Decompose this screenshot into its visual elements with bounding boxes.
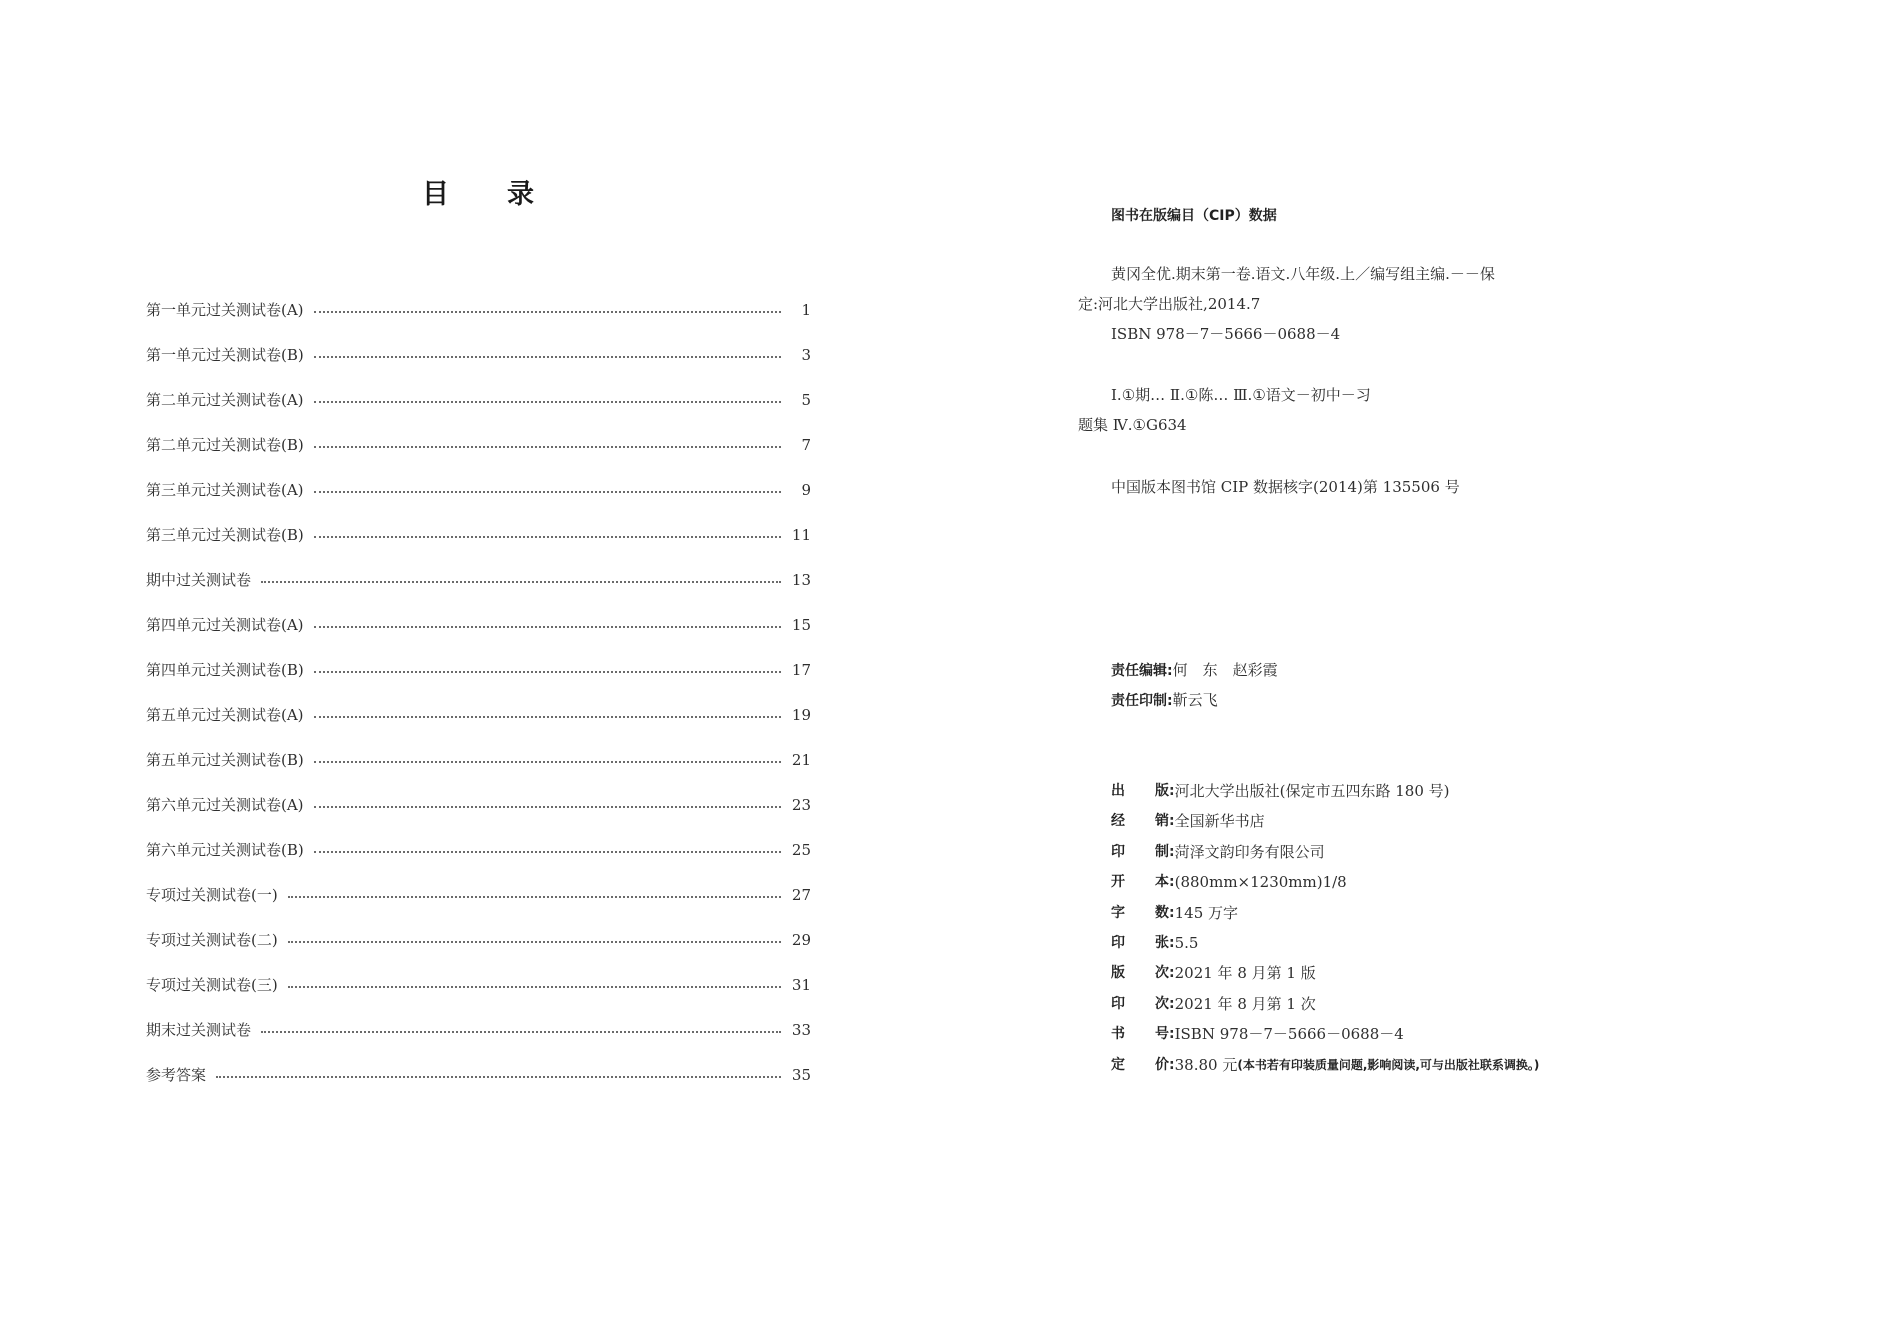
editor-value: 何 东 赵彩霞 xyxy=(1172,661,1278,679)
toc-entry[interactable] xyxy=(146,602,811,647)
cip-title: 图书在版编目（CIP）数据 xyxy=(1111,208,1277,224)
toc-entry-label: 第二单元过关测试卷(B) xyxy=(146,436,304,454)
dot-leader xyxy=(314,445,781,448)
toc-entry[interactable] xyxy=(146,287,811,332)
dot-leader xyxy=(314,850,781,853)
toc-entry[interactable] xyxy=(146,782,811,827)
toc-list xyxy=(146,287,811,1097)
toc-entry-label: 第五单元过关测试卷(B) xyxy=(146,751,304,769)
toc-entry[interactable] xyxy=(146,422,811,467)
pub-value: 2021 年 8 月第 1 版 xyxy=(1174,964,1316,983)
dot-leader xyxy=(314,490,781,493)
pub-row-impression: 印 次 : 2021 年 8 月第 1 次 xyxy=(1111,989,1539,1019)
toc-entry-page: 23 xyxy=(791,795,811,814)
pub-value: (880mm×1230mm)1/8 xyxy=(1174,873,1347,892)
toc-title: 目录 xyxy=(422,179,592,210)
toc-entry[interactable] xyxy=(146,377,811,422)
pub-value: 145 万字 xyxy=(1174,903,1239,922)
toc-entry-page: 9 xyxy=(801,480,811,499)
toc-entry-label: 第五单元过关测试卷(A) xyxy=(146,706,304,724)
toc-entry-page: 1 xyxy=(801,300,811,319)
cip-record xyxy=(1078,259,1638,349)
toc-entry-page: 3 xyxy=(801,345,811,364)
toc-entry[interactable] xyxy=(146,962,811,1007)
toc-entry-page: 21 xyxy=(791,750,811,769)
cip-main-line: 定:河北大学出版社,2014.7 xyxy=(1078,295,1261,313)
toc-entry[interactable] xyxy=(146,827,811,872)
dot-leader xyxy=(314,355,781,358)
staff-credits xyxy=(1111,655,1278,715)
dot-leader xyxy=(314,625,781,628)
responsible-printing xyxy=(1111,685,1278,715)
responsible-editor xyxy=(1111,655,1278,685)
pub-row-price: 定 价 : 38.80 元 (本书若有印装质量问题,影响阅读,可与出版社联系调换。) xyxy=(1111,1050,1539,1080)
dot-leader xyxy=(314,400,781,403)
toc-entry[interactable] xyxy=(146,467,811,512)
toc-entry-page: 35 xyxy=(791,1065,811,1084)
pub-row-distributor: 经 销 : 全国新华书店 xyxy=(1111,806,1539,836)
cip-classification xyxy=(1078,380,1638,440)
dot-leader xyxy=(288,985,781,988)
pub-value: 菏泽文韵印务有限公司 xyxy=(1174,842,1325,861)
toc-entry-page: 5 xyxy=(801,390,811,409)
toc-entry-label: 期中过关测试卷 xyxy=(146,571,252,589)
toc-entry-label: 第一单元过关测试卷(B) xyxy=(146,346,304,364)
dot-leader xyxy=(261,1030,781,1033)
toc-entry-label: 第六单元过关测试卷(A) xyxy=(146,796,304,814)
pub-value: 5.5 xyxy=(1174,933,1199,952)
toc-entry-label: 第六单元过关测试卷(B) xyxy=(146,841,304,859)
print-value: 靳云飞 xyxy=(1172,691,1218,709)
toc-entry-page: 33 xyxy=(791,1020,811,1039)
cip-isbn: ISBN 978－7－5666－0688－4 xyxy=(1111,325,1341,343)
pub-row-publisher: 出 版 : 河北大学出版社(保定市五四东路 180 号) xyxy=(1111,776,1539,806)
pub-row-wordcount: 字 数 : 145 万字 xyxy=(1111,898,1539,928)
dot-leader xyxy=(261,580,781,583)
pub-row-format: 开 本 : (880mm×1230mm)1/8 xyxy=(1111,867,1539,897)
toc-entry[interactable] xyxy=(146,647,811,692)
pub-value: ISBN 978－7－5666－0688－4 xyxy=(1174,1025,1404,1044)
colophon-page xyxy=(939,0,1878,1326)
cip-class-line: 题集 Ⅳ.①G634 xyxy=(1078,416,1187,434)
toc-entry-label: 专项过关测试卷(三) xyxy=(146,976,278,994)
cip-approval xyxy=(1111,472,1671,502)
pub-value: 河北大学出版社(保定市五四东路 180 号) xyxy=(1174,782,1450,800)
dot-leader xyxy=(314,535,781,538)
dot-leader xyxy=(314,760,781,763)
pub-row-edition: 版 次 : 2021 年 8 月第 1 版 xyxy=(1111,958,1539,988)
pub-value: 2021 年 8 月第 1 次 xyxy=(1174,994,1316,1013)
dot-leader xyxy=(288,940,781,943)
toc-entry[interactable] xyxy=(146,737,811,782)
toc-entry-label: 期末过关测试卷 xyxy=(146,1021,252,1039)
toc-entry[interactable] xyxy=(146,1052,811,1097)
pub-price-note: (本书若有印装质量问题,影响阅读,可与出版社联系调换。) xyxy=(1237,1057,1540,1072)
pub-row-isbn: 书 号 : ISBN 978－7－5666－0688－4 xyxy=(1111,1019,1539,1049)
toc-entry-page: 7 xyxy=(801,435,811,454)
toc-entry[interactable] xyxy=(146,332,811,377)
toc-entry-label: 专项过关测试卷(二) xyxy=(146,931,278,949)
pub-value: 全国新华书店 xyxy=(1174,812,1265,831)
toc-entry-label: 第一单元过关测试卷(A) xyxy=(146,301,304,319)
toc-entry-page: 31 xyxy=(791,975,811,994)
toc-entry[interactable] xyxy=(146,917,811,962)
toc-entry-label: 第三单元过关测试卷(B) xyxy=(146,526,304,544)
toc-entry-page: 19 xyxy=(791,705,811,724)
toc-entry-page: 11 xyxy=(791,525,811,544)
toc-entry[interactable] xyxy=(146,692,811,737)
dot-leader xyxy=(314,670,781,673)
print-label: 责任印制: xyxy=(1111,693,1173,709)
toc-entry-label: 第三单元过关测试卷(A) xyxy=(146,481,304,499)
toc-entry[interactable] xyxy=(146,512,811,557)
publication-details xyxy=(1111,776,1539,1080)
editor-label: 责任编辑: xyxy=(1111,663,1173,679)
pub-value: 38.80 元 xyxy=(1174,1055,1238,1074)
dot-leader xyxy=(216,1075,781,1078)
toc-entry-label: 第二单元过关测试卷(A) xyxy=(146,391,304,409)
toc-entry-page: 29 xyxy=(791,930,811,949)
toc-entry-page: 13 xyxy=(791,570,811,589)
pub-row-sheets: 印 张 : 5.5 xyxy=(1111,928,1539,958)
dot-leader xyxy=(314,310,781,313)
toc-entry-label: 第四单元过关测试卷(B) xyxy=(146,661,304,679)
cip-class-line: Ⅰ.①期… Ⅱ.①陈… Ⅲ.①语文－初中－习 xyxy=(1111,386,1371,404)
toc-entry[interactable] xyxy=(146,557,811,602)
toc-entry-page: 17 xyxy=(791,660,811,679)
toc-entry-page: 27 xyxy=(791,885,811,904)
dot-leader xyxy=(288,895,781,898)
toc-entry[interactable] xyxy=(146,1007,811,1052)
toc-entry-page: 25 xyxy=(791,840,811,859)
pub-row-printer: 印 制 : 菏泽文韵印务有限公司 xyxy=(1111,837,1539,867)
toc-entry-label: 参考答案 xyxy=(146,1066,207,1084)
toc-entry-label: 专项过关测试卷(一) xyxy=(146,886,278,904)
toc-entry[interactable] xyxy=(146,872,811,917)
toc-entry-label: 第四单元过关测试卷(A) xyxy=(146,616,304,634)
dot-leader xyxy=(314,715,781,718)
dot-leader xyxy=(314,805,781,808)
cip-approval-text: 中国版本图书馆 CIP 数据核字(2014)第 135506 号 xyxy=(1111,478,1460,496)
toc-entry-page: 15 xyxy=(791,615,811,634)
cip-main-line: 黄冈全优.期末第一卷.语文.八年级.上／编写组主编.－－保 xyxy=(1111,265,1495,283)
